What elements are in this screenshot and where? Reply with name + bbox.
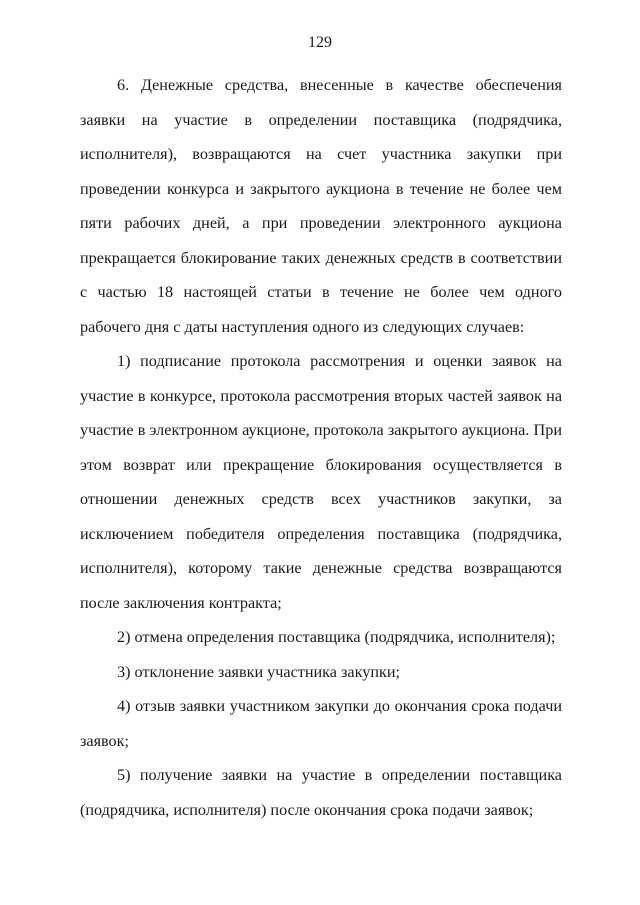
list-item-4: 4) отзыв заявки участником закупки до окончания срока подачи заявок;: [80, 697, 562, 750]
paragraph-6: 6. Денежные средства, внесенные в качестве обеспечения заявки на участие в определении поставщика (подрядчика, исполнителя), возвращаются на счет участника закупки при проведении конкурса и закрытого аукциона в течение не более чем пяти рабочих дней, а при проведении электронного аукциона прекращается блокирование таких денежных средств в соответствии с частью 18 настоящей статьи в течение не более чем одного рабочего дня с даты наступления одного из следующих случаев:: [80, 76, 562, 336]
document-body: [80, 68, 562, 827]
list-item-2: 2) отмена определения поставщика (подрядчика, исполнителя);: [117, 628, 556, 646]
page-number: 129: [308, 34, 332, 51]
list-item-3: 3) отклонение заявки участника закупки;: [117, 662, 401, 681]
list-item-5: 5) получение заявки на участие в определении поставщика (подрядчика, исполнителя) после окончания срока подачи заявок;: [80, 766, 562, 819]
list-item-1: 1) подписание протокола рассмотрения и оценки заявок на участие в конкурсе, протокола рассмотрения вторых частей заявок на участие в электронном аукционе, протокола закрытого аукциона. При этом возврат или прекращение блокирования осуществляется в отношении денежных средств всех участников закупки, за исключением победителя определения поставщика (подрядчика, исполнителя), которому такие денежные средства возвращаются после заключения контракта;: [80, 352, 562, 612]
